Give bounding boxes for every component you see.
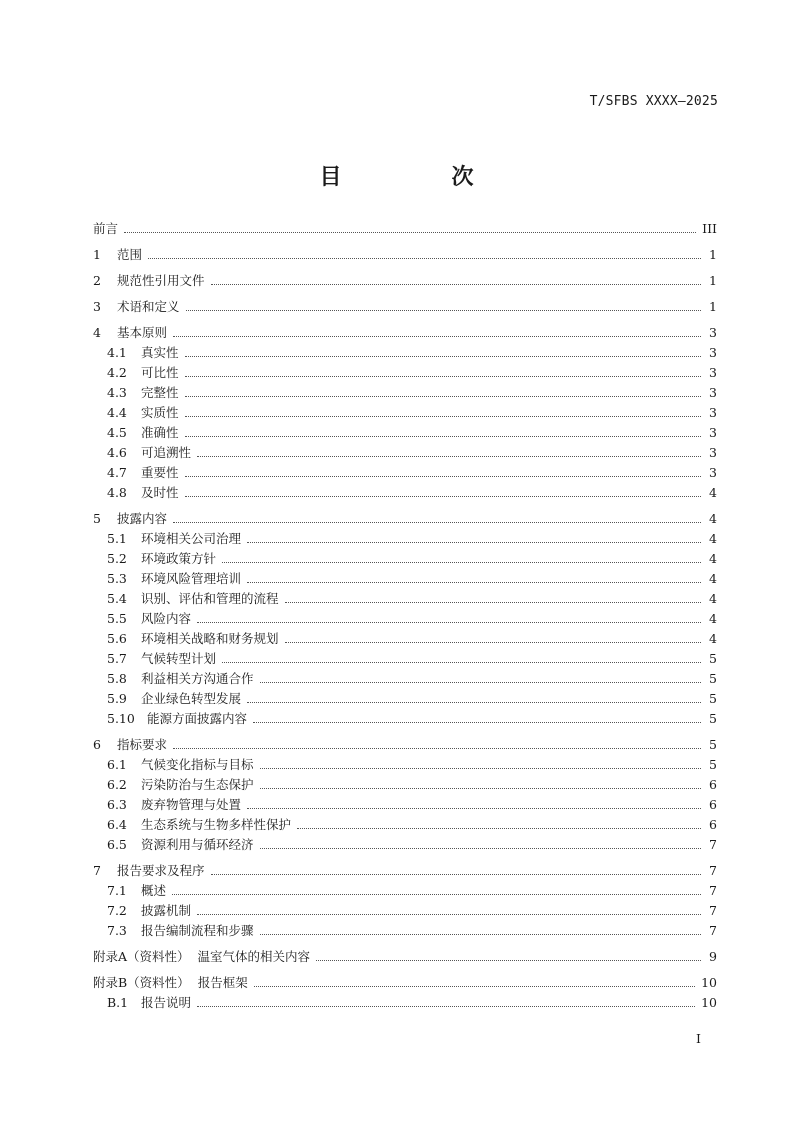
toc-entry-page: 1 <box>709 247 717 262</box>
toc-entry[interactable] <box>93 609 717 629</box>
toc-leader-dots <box>197 1006 695 1007</box>
toc-leader-dots <box>260 848 701 849</box>
toc-entry[interactable] <box>93 245 717 265</box>
toc-entry[interactable] <box>93 901 717 921</box>
toc-leader-dots <box>247 542 701 543</box>
toc-entry-page: 5 <box>709 651 717 666</box>
toc-entry-page: 1 <box>709 299 717 314</box>
toc-entry[interactable] <box>93 629 717 649</box>
toc-entry[interactable] <box>93 529 717 549</box>
toc-entry-label: 企业绿色转型发展 <box>141 691 242 706</box>
toc-leader-dots <box>185 436 701 437</box>
toc-entry-page: 5 <box>709 711 717 726</box>
toc-entry-number: 附录B（资料性） <box>93 975 190 990</box>
toc-entry-page: 5 <box>709 737 717 752</box>
toc-entry-page: 6 <box>709 817 717 832</box>
toc-entry[interactable] <box>93 835 717 855</box>
toc-entry-label: 真实性 <box>141 345 179 360</box>
toc-entry-label: 基本原则 <box>117 325 168 340</box>
toc-entry-label: 能源方面披露内容 <box>147 711 248 726</box>
toc-entry-page: 6 <box>709 797 717 812</box>
toc-entry-number: B.1 <box>107 995 129 1010</box>
toc-entry-number: 2 <box>93 273 101 288</box>
toc-entry[interactable] <box>93 921 717 941</box>
toc-entry-number: 4.3 <box>107 385 127 400</box>
toc-entry-page: 4 <box>709 571 717 586</box>
toc-leader-dots <box>185 376 701 377</box>
toc-entry[interactable] <box>93 649 717 669</box>
toc-leader-dots <box>285 642 701 643</box>
toc-entry-page: 5 <box>709 757 717 772</box>
toc-leader-dots <box>197 456 701 457</box>
toc-entry-page: 7 <box>709 923 717 938</box>
page-title: 目 次 <box>319 165 518 190</box>
toc-entry-number: 5.2 <box>107 551 127 566</box>
toc-entry[interactable] <box>93 709 717 729</box>
toc-entry-label: 概述 <box>141 883 167 898</box>
toc-entry-number: 5.1 <box>107 531 127 546</box>
toc-leader-dots <box>247 808 701 809</box>
toc-leader-dots <box>172 894 701 895</box>
toc-leader-dots <box>124 232 696 233</box>
toc-entry-number: 5.5 <box>107 611 127 626</box>
toc-entry-label: 可追溯性 <box>141 445 192 460</box>
toc-entry-page: III <box>702 221 717 236</box>
toc-entry-page: 4 <box>709 551 717 566</box>
toc-leader-dots <box>316 960 701 961</box>
toc-entry-number: 7.3 <box>107 923 127 938</box>
toc-leader-dots <box>211 284 701 285</box>
toc-entry-label: 生态系统与生物多样性保护 <box>141 817 292 832</box>
toc-entry[interactable] <box>93 383 717 403</box>
toc-entry-label: 准确性 <box>141 425 179 440</box>
toc-entry-page: 3 <box>709 445 717 460</box>
toc-entry-label: 利益相关方沟通合作 <box>141 671 254 686</box>
toc-leader-dots <box>211 874 701 875</box>
toc-entry[interactable] <box>93 589 717 609</box>
toc-entry-label: 风险内容 <box>141 611 192 626</box>
toc-entry-number: 4.8 <box>107 485 127 500</box>
toc-entry-number: 5.9 <box>107 691 127 706</box>
toc-entry-label: 范围 <box>117 247 143 262</box>
toc-entry-label: 披露机制 <box>141 903 192 918</box>
document-id: T/SFBS XXXX—2025 <box>589 94 718 109</box>
toc-entry-label: 污染防治与生态保护 <box>141 777 254 792</box>
toc-entry[interactable] <box>93 323 717 343</box>
toc-entry-label: 术语和定义 <box>117 299 180 314</box>
toc-entry-label: 环境相关公司治理 <box>141 531 242 546</box>
toc-leader-dots <box>222 662 701 663</box>
toc-entry[interactable] <box>93 297 717 317</box>
toc-entry-number: 6.3 <box>107 797 127 812</box>
toc-entry-label: 及时性 <box>141 485 179 500</box>
toc-entry[interactable] <box>93 549 717 569</box>
toc-entry-page: 3 <box>709 385 717 400</box>
toc-entry-number: 1 <box>93 247 101 262</box>
toc-entry-number: 5.10 <box>107 711 135 726</box>
toc-leader-dots <box>297 828 701 829</box>
toc-entry[interactable] <box>93 509 717 529</box>
toc-entry-page: 3 <box>709 465 717 480</box>
toc-entry-page: 7 <box>709 837 717 852</box>
toc-entry[interactable] <box>93 993 717 1013</box>
toc-entry-label: 资源利用与循环经济 <box>141 837 254 852</box>
toc-entry[interactable] <box>93 795 717 815</box>
toc-leader-dots <box>260 682 701 683</box>
toc-entry-page: 3 <box>709 425 717 440</box>
toc-entry-page: 3 <box>709 405 717 420</box>
toc-entry-number: 5.8 <box>107 671 127 686</box>
toc-entry-page: 3 <box>709 365 717 380</box>
toc-leader-dots <box>254 986 695 987</box>
toc-entry-number: 4.5 <box>107 425 127 440</box>
toc-entry-label: 环境相关战略和财务规划 <box>141 631 279 646</box>
toc-entry-label: 温室气体的相关内容 <box>197 949 311 964</box>
toc-entry[interactable] <box>93 271 717 291</box>
toc-entry-label: 指标要求 <box>117 737 168 752</box>
toc-entry-page: 5 <box>709 691 717 706</box>
toc-entry-page: 1 <box>709 273 717 288</box>
toc-leader-dots <box>222 562 701 563</box>
toc-entry-number: 附录A（资料性） <box>93 949 190 964</box>
toc-entry[interactable] <box>93 443 717 463</box>
toc-entry-label: 前言 <box>93 221 119 236</box>
toc-entry[interactable] <box>93 219 717 239</box>
toc-entry-label: 报告说明 <box>141 995 192 1010</box>
toc-entry-page: 4 <box>709 511 717 526</box>
toc-entry-page: 4 <box>709 611 717 626</box>
toc-entry[interactable] <box>93 423 717 443</box>
toc-entry[interactable] <box>93 775 717 795</box>
toc-leader-dots <box>185 356 701 357</box>
toc-leader-dots <box>185 396 701 397</box>
toc-entry-page: 6 <box>709 777 717 792</box>
toc-entry[interactable] <box>93 947 717 967</box>
toc-entry-number: 4.1 <box>107 345 127 360</box>
table-of-contents <box>93 219 717 1013</box>
toc-entry-page: 9 <box>709 949 717 964</box>
toc-leader-dots <box>185 496 701 497</box>
toc-entry-number: 4.2 <box>107 365 127 380</box>
toc-entry-number: 5.6 <box>107 631 127 646</box>
toc-leader-dots <box>186 310 701 311</box>
toc-leader-dots <box>253 722 701 723</box>
toc-entry-page: 3 <box>709 345 717 360</box>
toc-entry-number: 6.5 <box>107 837 127 852</box>
toc-entry-number: 5.7 <box>107 651 127 666</box>
toc-entry-label: 报告编制流程和步骤 <box>141 923 254 938</box>
page-number: I <box>696 1031 701 1046</box>
toc-entry[interactable] <box>93 973 717 993</box>
toc-entry-number: 5.4 <box>107 591 127 606</box>
toc-leader-dots <box>197 914 701 915</box>
toc-entry[interactable] <box>93 755 717 775</box>
toc-entry[interactable] <box>93 363 717 383</box>
toc-entry-number: 6.1 <box>107 757 127 772</box>
toc-entry-number: 4.4 <box>107 405 127 420</box>
toc-entry-page: 4 <box>709 591 717 606</box>
toc-entry[interactable] <box>93 689 717 709</box>
toc-leader-dots <box>247 582 701 583</box>
toc-leader-dots <box>260 934 701 935</box>
toc-entry-label: 气候转型计划 <box>141 651 217 666</box>
toc-entry-number: 4 <box>93 325 101 340</box>
toc-entry-number: 7 <box>93 863 101 878</box>
toc-entry-number: 4.6 <box>107 445 127 460</box>
toc-entry-label: 识别、评估和管理的流程 <box>141 591 279 606</box>
toc-entry-page: 4 <box>709 631 717 646</box>
toc-entry-number: 6.4 <box>107 817 127 832</box>
toc-entry-number: 3 <box>93 299 101 314</box>
toc-leader-dots <box>173 522 701 523</box>
toc-entry[interactable] <box>93 403 717 423</box>
toc-entry-page: 5 <box>709 671 717 686</box>
toc-entry-number: 5 <box>93 511 101 526</box>
toc-entry-label: 规范性引用文件 <box>117 273 205 288</box>
toc-entry-page: 3 <box>709 325 717 340</box>
toc-entry-label: 实质性 <box>141 405 179 420</box>
toc-entry-label: 报告框架 <box>197 975 248 990</box>
toc-entry[interactable] <box>93 669 717 689</box>
toc-leader-dots <box>197 622 701 623</box>
toc-leader-dots <box>247 702 701 703</box>
toc-entry-label: 环境风险管理培训 <box>141 571 242 586</box>
toc-entry[interactable] <box>93 735 717 755</box>
toc-entry-page: 10 <box>701 995 717 1010</box>
toc-entry-label: 披露内容 <box>117 511 168 526</box>
toc-entry-label: 废弃物管理与处置 <box>141 797 242 812</box>
toc-entry[interactable] <box>93 343 717 363</box>
toc-leader-dots <box>148 258 701 259</box>
toc-entry-label: 可比性 <box>141 365 179 380</box>
toc-entry-number: 5.3 <box>107 571 127 586</box>
toc-leader-dots <box>285 602 701 603</box>
toc-entry[interactable] <box>93 483 717 503</box>
toc-leader-dots <box>185 416 701 417</box>
toc-entry[interactable] <box>93 881 717 901</box>
toc-entry-page: 10 <box>701 975 717 990</box>
toc-entry[interactable] <box>93 569 717 589</box>
toc-entry[interactable] <box>93 463 717 483</box>
toc-entry-label: 报告要求及程序 <box>117 863 205 878</box>
toc-entry[interactable] <box>93 815 717 835</box>
toc-entry[interactable] <box>93 861 717 881</box>
toc-entry-page: 7 <box>709 863 717 878</box>
toc-entry-label: 环境政策方针 <box>141 551 217 566</box>
toc-entry-page: 7 <box>709 903 717 918</box>
toc-entry-label: 气候变化指标与目标 <box>141 757 254 772</box>
toc-entry-number: 4.7 <box>107 465 127 480</box>
toc-leader-dots <box>173 336 701 337</box>
toc-leader-dots <box>173 748 701 749</box>
toc-entry-page: 7 <box>709 883 717 898</box>
toc-entry-number: 7.1 <box>107 883 127 898</box>
toc-entry-number: 6.2 <box>107 777 127 792</box>
toc-leader-dots <box>185 476 701 477</box>
toc-entry-page: 4 <box>709 531 717 546</box>
toc-entry-label: 重要性 <box>141 465 179 480</box>
toc-entry-number: 6 <box>93 737 101 752</box>
toc-leader-dots <box>260 788 701 789</box>
toc-leader-dots <box>260 768 701 769</box>
toc-entry-number: 7.2 <box>107 903 127 918</box>
toc-entry-label: 完整性 <box>141 385 179 400</box>
toc-entry-page: 4 <box>709 485 717 500</box>
